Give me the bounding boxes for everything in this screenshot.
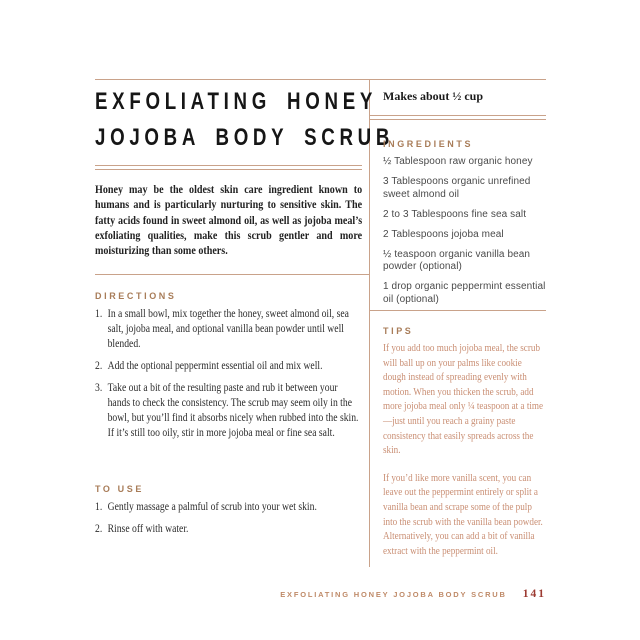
recipe-intro: Honey may be the oldest skin care ingredient known to humans and is particularly nurturing to sensitive skin. The fatty acids found in sweet almond oil, as well as jojoba meal’s exfoliating qualities, make this scrub gentler and more moisturizing than some others. [95, 182, 363, 258]
step-number: 2. [95, 523, 103, 535]
direction-step [95, 381, 362, 441]
step-text: Add the optional peppermint essential oil and mix well. [107, 360, 323, 372]
intro-underline-rule [95, 274, 369, 275]
direction-step [95, 359, 362, 374]
step-number: 1. [95, 308, 103, 320]
recipe-title-line2: JOJOBA BODY SCRUB [95, 124, 395, 151]
ingredients-heading: INGREDIENTS [383, 139, 474, 149]
top-rule [95, 79, 546, 80]
footer-running-title: EXFOLIATING HONEY JOJOBA BODY SCRUB [280, 590, 507, 599]
recipe-title [95, 84, 394, 156]
tips-divider-rule [369, 310, 546, 311]
yield-underline-rule [369, 115, 546, 120]
ingredient-item: 3 Tablespoons organic unrefined sweet almond oil [383, 176, 531, 200]
ingredient-item: ½ teaspoon organic vanilla bean powder (optional) [383, 248, 531, 272]
to-use-section [95, 484, 362, 544]
ingredient-item: 1 drop organic peppermint essential oil (optional) [383, 281, 546, 305]
directions-heading: DIRECTIONS [95, 291, 177, 301]
directions-section [95, 291, 362, 448]
tips-paragraph: If you’d like more vanilla scent, you can leave out the peppermint entirely or split a vanilla bean and scrape some of the pulp into the scrub with the vanilla bean powder. Alternatively, you can add a bit of vanilla extract with the peppermint oil. [383, 472, 543, 557]
directions-list [95, 307, 362, 441]
ingredients-list [383, 156, 549, 314]
direction-step [95, 307, 362, 352]
yield-note: Makes about ½ cup [383, 89, 484, 103]
step-text: Gently massage a palmful of scrub into your wet skin. [107, 501, 317, 513]
to-use-step [95, 500, 362, 515]
page-number: 141 [522, 588, 546, 600]
step-number: 2. [95, 360, 103, 372]
to-use-step [95, 522, 362, 537]
step-text: Take out a bit of the resulting paste and rub it between your hands to check the consistency. The scrub may seem oily in the bowl, but you’ll find it absorbs nicely when rubbed into the skin. If it’s still too oily, stir in more jojoba meal or fine sea salt. [107, 382, 359, 439]
step-text: Rinse off with water. [107, 523, 189, 535]
page-footer [95, 584, 546, 602]
tips-paragraph: If you add too much jojoba meal, the scrub will ball up on your palms like cookie dough instead of spreading evenly with motion. When you thicken the scrub, add more jojoba meal only ¼ teaspoon at a time—just until you reach a grainy paste consistency that easily spreads across the skin. [383, 343, 544, 457]
ingredient-item: 2 Tablespoons jojoba meal [383, 228, 504, 240]
ingredient-item: ½ Tablespoon raw organic honey [383, 156, 533, 167]
step-number: 1. [95, 501, 103, 513]
tips-section [383, 342, 546, 572]
to-use-heading: TO USE [95, 484, 144, 494]
title-underline-rule [95, 165, 362, 170]
tips-heading: TIPS [383, 326, 414, 336]
to-use-list [95, 500, 362, 537]
ingredient-item: 2 to 3 Tablespoons fine sea salt [383, 208, 527, 220]
step-number: 3. [95, 382, 103, 394]
step-text: In a small bowl, mix together the honey, sweet almond oil, sea salt, jojoba meal, and optional vanilla bean powder until well blended. [107, 308, 349, 350]
recipe-title-line1: EXFOLIATING HONEY [95, 88, 378, 115]
